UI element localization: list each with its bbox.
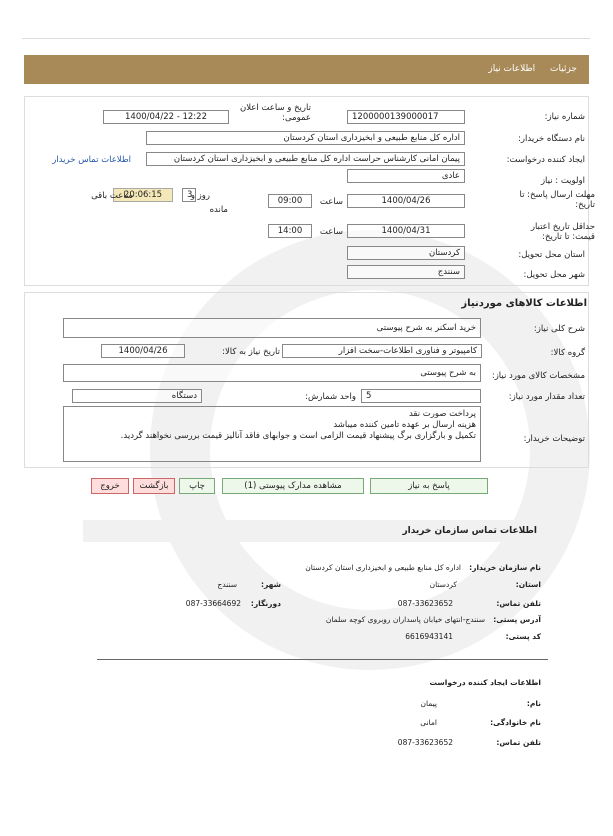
buyer-org-label: نام دستگاه خریدار:: [518, 134, 585, 144]
first-name-label: نام:: [526, 699, 541, 708]
group-label: گروه کالا:: [550, 348, 585, 358]
buyer-contact-link[interactable]: اطلاعات تماس خریدار: [52, 155, 131, 165]
last-name-label: نام خانوادگی:: [490, 718, 541, 727]
summary-label: شرح کلی نیاز:: [533, 324, 585, 334]
creator-phone-value: 087-33623652: [397, 738, 453, 747]
city-label: شهر محل تحویل:: [523, 270, 585, 280]
contact-header: اطلاعات تماس سازمان خریدار: [83, 520, 549, 542]
remaining-label-hours: ساعت باقی: [91, 191, 133, 201]
province-field: کردستان: [347, 246, 465, 260]
need-date-field: 1400/04/26: [101, 344, 185, 358]
buyer-org-field: اداره کل منابع طبیعی و ابخیزداری استان کردستان: [146, 131, 465, 145]
buyer-note-line: پرداخت صورت نقد: [408, 409, 476, 419]
buyer-notes-box: [63, 406, 481, 462]
buyer-note-line: هزینه ارسال بر عهده تامین کننده میباشد: [333, 420, 476, 430]
attachments-button[interactable]: مشاهده مدارک پیوستی (1): [222, 478, 364, 494]
postal-value: 6616943141: [405, 632, 453, 641]
validity-time-field: 14:00: [268, 224, 312, 238]
deadline-date-field: 1400/04/26: [347, 194, 465, 208]
days-field: 3: [182, 188, 196, 202]
breadcrumb-home[interactable]: جزئیات: [550, 64, 577, 74]
province-label: استان محل تحویل:: [518, 250, 585, 260]
spec-label: مشخصات کالای مورد نیاز:: [491, 371, 585, 381]
qty-field: 5: [361, 389, 481, 403]
contact-phone-label: تلفن تماس:: [496, 599, 541, 608]
creator-title: اطلاعات ایجاد کننده درخواست: [429, 678, 541, 687]
contact-phone-value: 087-33623652: [397, 599, 453, 608]
priority-label: اولویت : نیاز: [540, 176, 585, 186]
reply-button[interactable]: پاسخ به نیاز: [370, 478, 488, 494]
fax-label: دورنگار:: [250, 599, 281, 608]
days-label: روز و: [190, 191, 210, 201]
last-name-value: امانی: [420, 718, 437, 727]
deadline-label: مهلت ارسال پاسخ: تا تاریخ:: [519, 190, 595, 210]
org-name-label: نام سازمان خریدار:: [469, 563, 541, 572]
creator-phone-label: تلفن تماس:: [496, 738, 541, 747]
summary-field: خرید اسکنر به شرح پیوستی: [63, 318, 481, 338]
qty-label: تعداد مقدار مورد نیاز:: [508, 392, 585, 402]
deadline-time-label: ساعت: [319, 197, 343, 207]
unit-field: دستگاه: [72, 389, 202, 403]
buyer-note-line: تکمیل و بارگزاری برگ پیشنهاد قیمت الزامی است و جوابهای فاقد آنالیز قیمت بررسی نخواهند گردید.: [120, 431, 476, 441]
breadcrumb-current: اطلاعات نیاز: [488, 64, 536, 74]
back-button[interactable]: بازگشت: [133, 478, 175, 494]
validity-label: حداقل تاریخ اعتبار قیمت: تا تاریخ:: [530, 222, 595, 242]
priority-field: عادی: [347, 169, 465, 183]
requester-field: پیمان امانی کارشناس حراست اداره کل منابع طبیعی و ابخیزداری استان کردستان: [146, 152, 465, 166]
spec-field: به شرح پیوستی: [63, 364, 481, 382]
city-field: سنندج: [347, 265, 465, 279]
exit-button[interactable]: خروج: [91, 478, 129, 494]
buyer-notes-label: توضیحات خریدار:: [523, 434, 585, 444]
need-date-label: تاریخ نیاز به کالا:: [222, 347, 280, 357]
print-button[interactable]: چاپ: [179, 478, 215, 494]
org-name-value: اداره کل منابع طبیعی و ابخیزداری استان کردستان: [305, 563, 461, 572]
contact-city-label: شهر:: [261, 580, 281, 589]
deadline-time-field: 09:00: [268, 194, 312, 208]
requester-label: ایجاد کننده درخواست:: [506, 155, 585, 165]
first-name-value: پیمان: [420, 699, 437, 708]
address-label: آدرس پستی:: [493, 615, 541, 624]
postal-label: کد پستی:: [505, 632, 541, 641]
goods-section-title: اطلاعات کالاهای موردنیاز: [461, 298, 587, 309]
top-divider: [22, 38, 590, 39]
header-breadcrumb: [24, 55, 589, 84]
announce-label: تاریخ و ساعت اعلان عمومی:: [239, 103, 311, 123]
contact-city-value: سنندج: [217, 580, 237, 589]
unit-label: واحد شمارش:: [305, 392, 356, 402]
announce-field: 1400/04/22 - 12:22: [103, 110, 229, 124]
need-number-label: شماره نیاز:: [544, 112, 585, 122]
remaining-timer: 20:06:15: [113, 188, 173, 202]
validity-time-label: ساعت: [319, 227, 343, 237]
fax-value: 087-33664692: [185, 599, 241, 608]
need-number-field: 1200000139000017: [347, 110, 465, 124]
contact-province-label: استان:: [515, 580, 541, 589]
contact-province-value: کردستان: [429, 580, 457, 589]
group-field: کامپیوتر و فناوری اطلاعات-سخت افزار: [282, 344, 482, 358]
validity-date-field: 1400/04/31: [347, 224, 465, 238]
contact-divider: [97, 659, 548, 660]
remaining-label-left: مانده: [209, 205, 228, 215]
address-value: سنندج-انتهای خیابان پاسداران روبروی کوچه سلمان: [325, 615, 485, 624]
